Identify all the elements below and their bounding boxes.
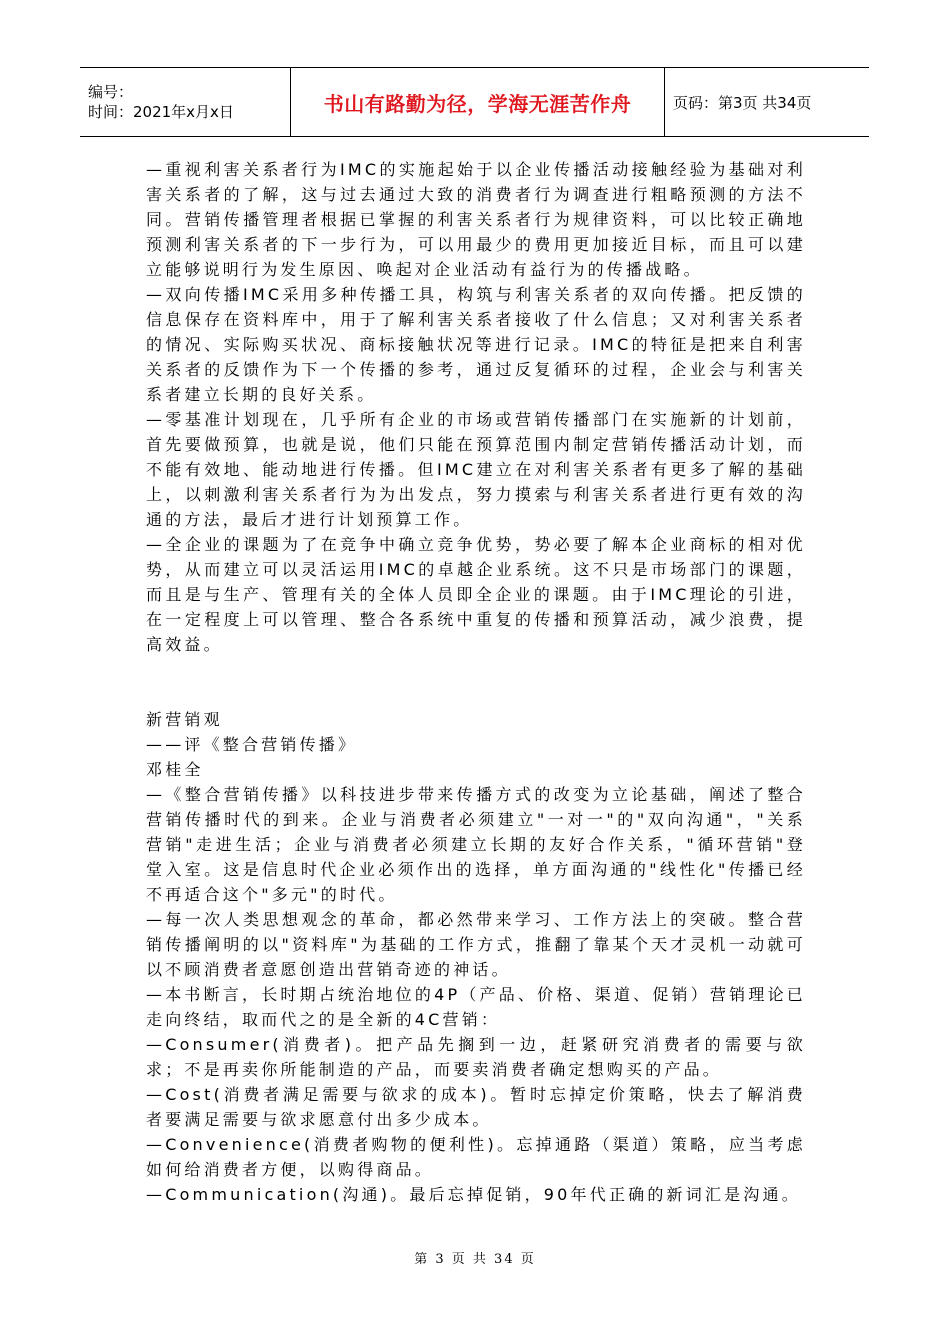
paragraph: —Consumer(消费者)。把产品先搁到一边，赶紧研究消费者的需要与欲求；不是再卖你所能制造的产品，而要卖消费者确定想购买的产品。 xyxy=(146,1035,806,1079)
paragraph: —Convenience(消费者购物的便利性)。忘掉通路（渠道）策略，应当考虑如何给消费者方便，以购得商品。 xyxy=(146,1135,806,1179)
header-info xyxy=(80,68,290,136)
article-author: 邓桂全 xyxy=(146,760,204,779)
paragraph: —每一次人类思想观念的革命，都必然带来学习、工作方法上的突破。整合营销传播阐明的以"资料库"为基础的工作方式，推翻了靠某个天才灵机一动就可以不顾消费者意愿创造出营销奇迹的神话。 xyxy=(146,910,806,979)
header-page-label: 页码：第3页 共34页 xyxy=(673,93,812,112)
paragraph: —零基准计划现在，几乎所有企业的市场或营销传播部门在实施新的计划前，首先要做预算，也就是说，他们只能在预算范围内制定营销传播活动计划，而不能有效地、能动地进行传播。但IMC建立在对利害关系者有更多了解的基础上，以刺激利害关系者行为为出发点，努力摸索与利害关系者进行更有效的沟通的方法，最后才进行计划预算工作。 xyxy=(146,410,806,529)
paragraph: —《整合营销传播》以科技进步带来传播方式的改变为立论基础，阐述了整合营销传播时代的到来。企业与消费者必须建立"一对一"的"双向沟通"，"关系营销"走进生活；企业与消费者必须建立长期的友好合作关系，"循环营销"登堂入室。这是信息时代企业必须作出的选择，单方面沟通的"线性化"传播已经不再适合这个"多元"的时代。 xyxy=(146,785,806,904)
document-body xyxy=(146,157,806,1207)
article-subtitle: ——评《整合营销传播》 xyxy=(146,735,358,754)
paragraph: —Cost(消费者满足需要与欲求的成本)。暂时忘掉定价策略，快去了解消费者要满足需要与欲求愿意付出多少成本。 xyxy=(146,1085,806,1129)
article-title: 新营销观 xyxy=(146,710,223,729)
header-table xyxy=(80,67,869,137)
page-footer: 第 3 页 共 34 页 xyxy=(414,1252,536,1267)
header-motto: 书山有路勤为径，学海无涯苦作舟 xyxy=(290,68,665,136)
paragraph: —Communication(沟通)。最后忘掉促销，90年代正确的新词汇是沟通。 xyxy=(146,1185,801,1204)
document-time-label: 时间：2021年x月x日 xyxy=(88,103,234,121)
paragraph: —全企业的课题为了在竞争中确立竞争优势，势必要了解本企业商标的相对优势，从而建立可以灵活运用IMC的卓越企业系统。这不只是市场部门的课题，而且是与生产、管理有关的全体人员即全企业的课题。由于IMC理论的引进，在一定程度上可以管理、整合各系统中重复的传播和预算活动，减少浪费，提高效益。 xyxy=(146,535,806,654)
document-number-label: 编号： xyxy=(88,83,134,101)
paragraph: —重视利害关系者行为IMC的实施起始于以企业传播活动接触经验为基础对利害关系者的了解，这与过去通过大致的消费者行为调查进行粗略预测的方法不同。营销传播管理者根据已掌握的利害关系者行为规律资料，可以比较正确地预测利害关系者的下一步行为，可以用最少的费用更加接近目标，而且可以建立能够说明行为发生原因、唤起对企业活动有益行为的传播战略。 xyxy=(146,160,806,279)
paragraph: —双向传播IMC采用多种传播工具，构筑与利害关系者的双向传播。把反馈的信息保存在资料库中，用于了解利害关系者接收了什么信息；又对利害关系者的情况、实际购买状况、商标接触状况等进行记录。IMC的特征是把来自利害关系者的反馈作为下一个传播的参考，通过反复循环的过程，企业会与利害关系者建立长期的良好关系。 xyxy=(146,285,806,404)
paragraph: —本书断言，长时期占统治地位的4P（产品、价格、渠道、促销）营销理论已走向终结，取而代之的是全新的4C营销： xyxy=(146,985,806,1029)
section-spacer xyxy=(146,657,806,707)
